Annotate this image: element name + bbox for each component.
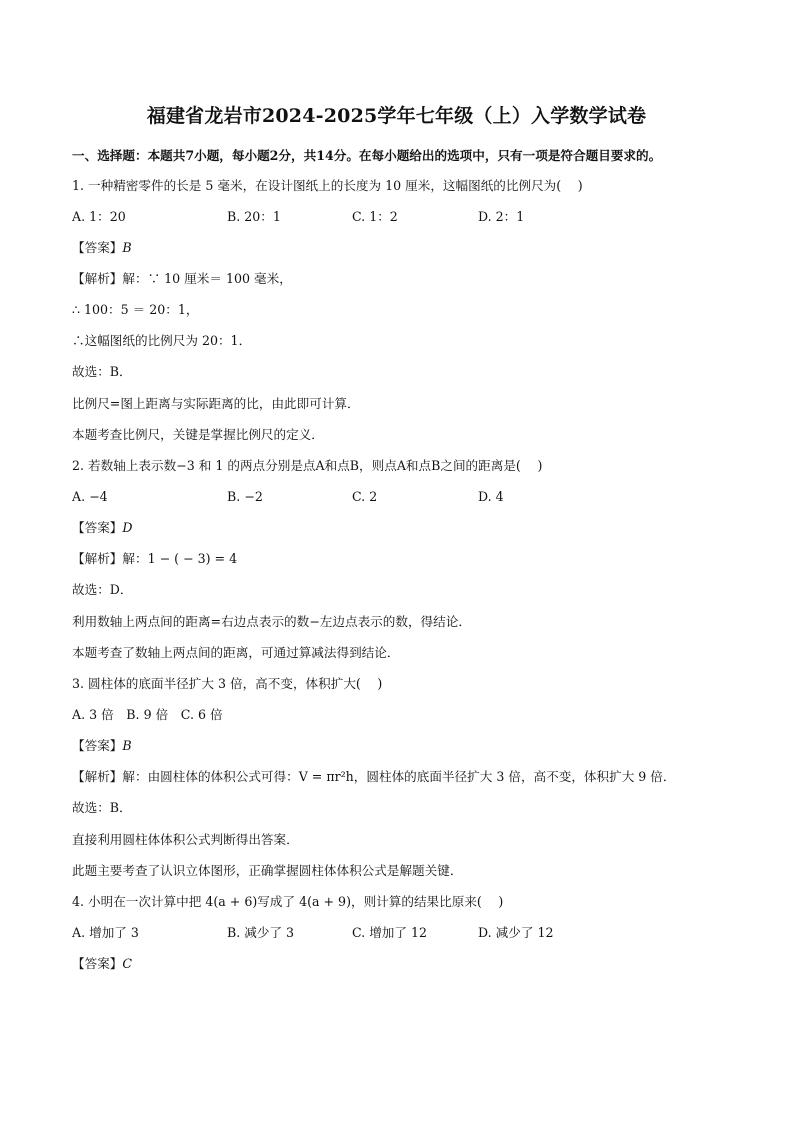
question-4-option-c: C. 增加了 12 xyxy=(352,925,428,940)
exam-title: 福建省龙岩市2024-2025学年七年级（上）入学数学试卷 xyxy=(146,105,647,127)
question-1-analysis-1: 【解析】解：∵ 10 厘米＝ 100 毫米， xyxy=(72,271,292,286)
answer-label: 【答案】 xyxy=(72,520,123,535)
answer-value: D xyxy=(122,520,133,535)
answer-label: 【答案】 xyxy=(72,240,123,255)
question-1-analysis-2: ∴ 100：5 ＝ 20：1， xyxy=(72,302,199,317)
question-1-option-a: A. 1：20 xyxy=(72,209,126,224)
answer-label: 【答案】 xyxy=(72,738,123,753)
question-2-option-b: B. −2 xyxy=(227,489,263,504)
question-4-option-d: D. 减少了 12 xyxy=(478,925,554,940)
question-1-option-d: D. 2：1 xyxy=(478,209,525,224)
question-4-option-a: A. 增加了 3 xyxy=(72,925,139,940)
section-heading: 一、选择题：本题共7小题，每小题2分，共14分。在每小题给出的选项中，只有一项是符合题目要求的。 xyxy=(72,148,662,163)
question-4-answer xyxy=(72,956,132,972)
question-1-answer xyxy=(72,240,132,256)
question-2-option-c: C. 2 xyxy=(352,489,378,504)
answer-value: B xyxy=(122,738,132,753)
answer-value: C xyxy=(122,956,133,971)
answer-value: B xyxy=(122,240,132,255)
question-3-options: A. 3 倍 B. 9 倍 C. 6 倍 xyxy=(72,707,223,722)
question-2-analysis-4: 本题考查了数轴上两点间的距离，可通过算减法得到结论． xyxy=(72,645,400,660)
question-1-analysis-4: 故选：B． xyxy=(72,364,132,379)
question-1-analysis-5: 比例尺=图上距离与实际距离的比，由此即可计算． xyxy=(72,396,360,411)
question-3-stem: 3. 圆柱体的底面半径扩大 3 倍，高不变，体积扩大( ) xyxy=(72,676,383,691)
question-4-option-b: B. 减少了 3 xyxy=(227,925,295,940)
question-3-answer xyxy=(72,738,132,754)
question-1-option-b: B. 20：1 xyxy=(227,209,281,224)
question-3-analysis-1: 【解析】解：由圆柱体的体积公式可得：V = πr²h，圆柱体的底面半径扩大 3 倍，高不变，体积扩大 9 倍． xyxy=(72,769,676,784)
question-3-analysis-4: 此题主要考查了认识立体图形，正确掌握圆柱体体积公式是解题关键． xyxy=(72,863,463,878)
question-2-analysis-1: 【解析】解：1 − ( − 3) = 4 xyxy=(72,551,238,566)
question-3-analysis-2: 故选：B． xyxy=(72,800,132,815)
question-2-option-a: A. −4 xyxy=(72,489,108,504)
question-1-analysis-6: 本题考查比例尺，关键是掌握比例尺的定义． xyxy=(72,427,324,442)
question-2-stem: 2. 若数轴上表示数−3 和 1 的两点分别是点A和点B，则点A和点B之间的距离是( ) xyxy=(72,458,543,473)
question-3-analysis-3: 直接利用圆柱体体积公式判断得出答案． xyxy=(72,832,299,847)
question-1-analysis-3: ∴这幅图纸的比例尺为 20：1． xyxy=(72,333,252,348)
question-2-option-d: D. 4 xyxy=(478,489,504,504)
question-1-option-c: C. 1：2 xyxy=(352,209,398,224)
question-4-stem: 4. 小明在一次计算中把 4(a + 6)写成了 4(a + 9)，则计算的结果比原来( ) xyxy=(72,894,504,909)
question-1-stem: 1. 一种精密零件的长是 5 毫米，在设计图纸上的长度为 10 厘米，这幅图纸的比例尺为( ) xyxy=(72,178,583,193)
question-2-analysis-2: 故选：D． xyxy=(72,582,133,597)
question-2-answer xyxy=(72,520,132,536)
answer-label: 【答案】 xyxy=(72,956,123,971)
question-2-analysis-3: 利用数轴上两点间的距离=右边点表示的数−左边点表示的数，得结论． xyxy=(72,614,471,629)
